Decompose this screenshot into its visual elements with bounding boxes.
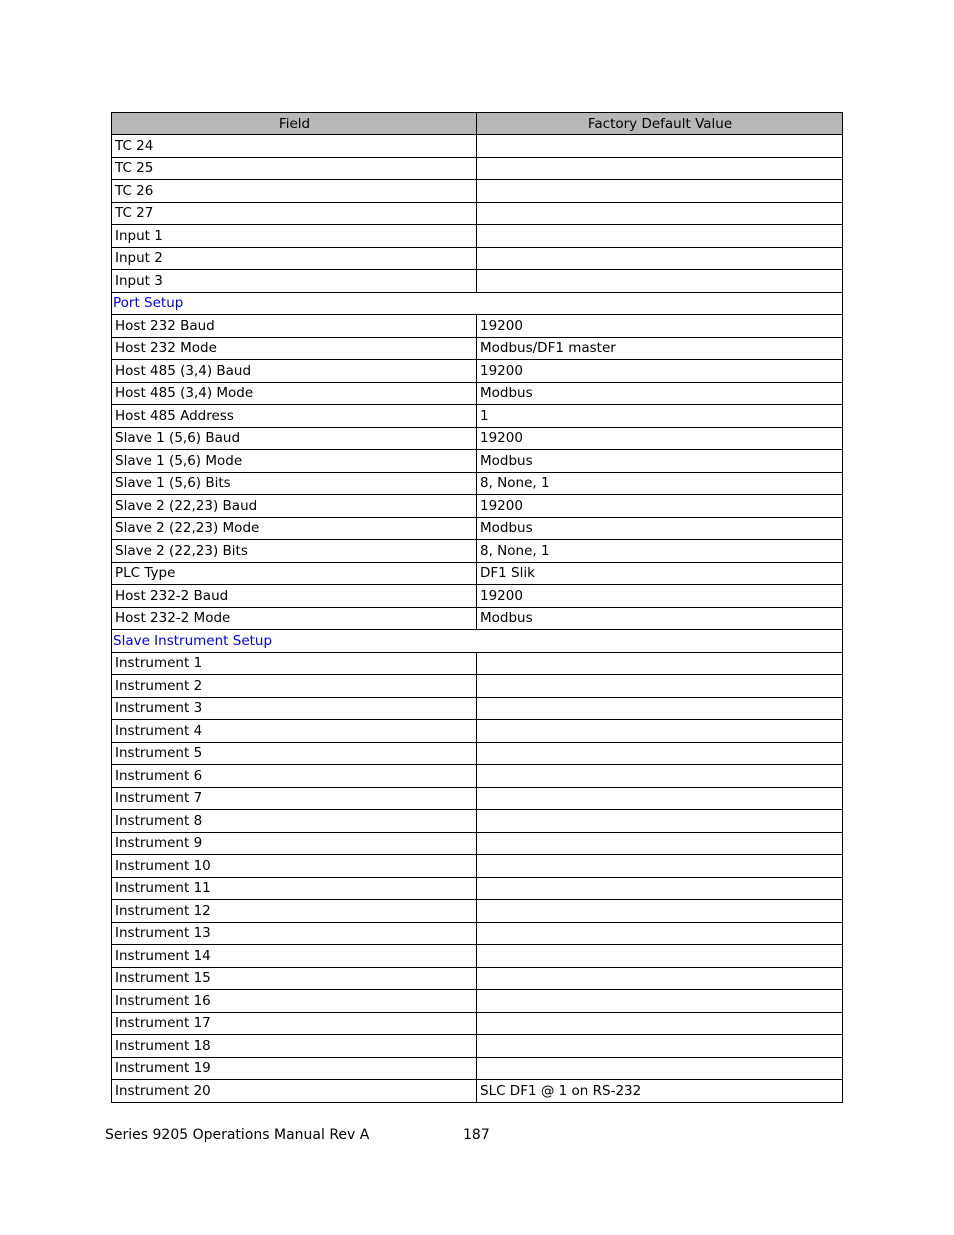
field-cell: Instrument 6 [112, 765, 477, 788]
default-value-cell [477, 135, 843, 158]
default-value-cell [477, 810, 843, 833]
table-row [112, 405, 843, 428]
table-row [112, 855, 843, 878]
field-cell: Host 232-2 Mode [112, 607, 477, 630]
table-row [112, 697, 843, 720]
table-row [112, 1035, 843, 1058]
field-cell: Instrument 4 [112, 720, 477, 743]
default-value-cell [477, 1035, 843, 1058]
field-cell: Instrument 5 [112, 742, 477, 765]
table-row [112, 382, 843, 405]
field-cell: Host 485 (3,4) Baud [112, 360, 477, 383]
section-row [112, 630, 843, 653]
field-cell: Instrument 8 [112, 810, 477, 833]
table-row [112, 337, 843, 360]
table-row [112, 787, 843, 810]
default-value-cell: 19200 [477, 315, 843, 338]
field-cell: Instrument 14 [112, 945, 477, 968]
default-value-cell [477, 855, 843, 878]
default-value-cell [477, 877, 843, 900]
default-value-cell [477, 922, 843, 945]
field-cell: Input 1 [112, 225, 477, 248]
table-row [112, 832, 843, 855]
field-cell: Host 232 Baud [112, 315, 477, 338]
field-cell: Instrument 17 [112, 1012, 477, 1035]
default-value-cell: Modbus [477, 450, 843, 473]
field-cell: Instrument 19 [112, 1057, 477, 1080]
default-value-cell [477, 945, 843, 968]
default-value-cell: 8, None, 1 [477, 540, 843, 563]
field-cell: Slave 2 (22,23) Baud [112, 495, 477, 518]
default-value-cell [477, 900, 843, 923]
field-cell: Slave 1 (5,6) Bits [112, 472, 477, 495]
field-cell: Input 2 [112, 247, 477, 270]
default-value-cell: 19200 [477, 495, 843, 518]
table-row [112, 157, 843, 180]
field-cell: Instrument 10 [112, 855, 477, 878]
table-row [112, 967, 843, 990]
field-cell: Instrument 18 [112, 1035, 477, 1058]
table-row [112, 1012, 843, 1035]
table-row [112, 900, 843, 923]
table-row [112, 225, 843, 248]
default-value-cell: 1 [477, 405, 843, 428]
field-cell: PLC Type [112, 562, 477, 585]
field-cell: TC 27 [112, 202, 477, 225]
default-value-cell [477, 1012, 843, 1035]
field-cell: Host 232 Mode [112, 337, 477, 360]
table-row [112, 652, 843, 675]
default-value-cell: 19200 [477, 585, 843, 608]
default-value-cell [477, 990, 843, 1013]
field-cell: Instrument 3 [112, 697, 477, 720]
table-row [112, 495, 843, 518]
table-row [112, 427, 843, 450]
default-value-cell [477, 742, 843, 765]
default-value-cell: 19200 [477, 360, 843, 383]
section-row [112, 292, 843, 315]
field-cell: Instrument 2 [112, 675, 477, 698]
field-cell: Instrument 15 [112, 967, 477, 990]
table-row [112, 472, 843, 495]
table-row [112, 247, 843, 270]
table-row [112, 1057, 843, 1080]
field-cell: Slave 2 (22,23) Bits [112, 540, 477, 563]
table-row [112, 990, 843, 1013]
default-value-cell [477, 247, 843, 270]
default-value-cell [477, 1057, 843, 1080]
table-row [112, 450, 843, 473]
default-value-cell [477, 675, 843, 698]
table-row [112, 742, 843, 765]
footer-manual-title: Series 9205 Operations Manual Rev A [105, 1127, 370, 1143]
default-value-cell [477, 652, 843, 675]
field-cell: Slave 2 (22,23) Mode [112, 517, 477, 540]
table-row [112, 360, 843, 383]
field-cell: Instrument 20 [112, 1080, 477, 1103]
factory-defaults-table [111, 112, 843, 1103]
field-cell: Slave 1 (5,6) Mode [112, 450, 477, 473]
default-value-cell [477, 787, 843, 810]
table-row [112, 540, 843, 563]
table-body [112, 135, 843, 1103]
table-row [112, 945, 843, 968]
default-value-cell [477, 765, 843, 788]
field-cell: Host 485 (3,4) Mode [112, 382, 477, 405]
field-cell: Instrument 7 [112, 787, 477, 810]
default-value-cell: Modbus/DF1 master [477, 337, 843, 360]
section-heading: Port Setup [112, 292, 843, 315]
column-header-default-value: Factory Default Value [477, 113, 843, 135]
default-value-cell [477, 720, 843, 743]
table-row [112, 720, 843, 743]
footer-page-number: 187 [463, 1127, 490, 1143]
field-cell: Instrument 16 [112, 990, 477, 1013]
field-cell: Slave 1 (5,6) Baud [112, 427, 477, 450]
default-value-cell: SLC DF1 @ 1 on RS-232 [477, 1080, 843, 1103]
table-row [112, 585, 843, 608]
table-row [112, 180, 843, 203]
default-value-cell [477, 202, 843, 225]
table-row [112, 562, 843, 585]
field-cell: Instrument 12 [112, 900, 477, 923]
table-row [112, 765, 843, 788]
field-cell: Host 485 Address [112, 405, 477, 428]
default-value-cell [477, 697, 843, 720]
default-value-cell: Modbus [477, 607, 843, 630]
table-row [112, 315, 843, 338]
default-value-cell [477, 225, 843, 248]
default-value-cell [477, 180, 843, 203]
default-value-cell [477, 270, 843, 293]
table-row [112, 607, 843, 630]
table-row [112, 270, 843, 293]
default-value-cell: 8, None, 1 [477, 472, 843, 495]
default-value-cell [477, 832, 843, 855]
field-cell: TC 26 [112, 180, 477, 203]
default-value-cell: 19200 [477, 427, 843, 450]
default-value-cell [477, 157, 843, 180]
field-cell: TC 24 [112, 135, 477, 158]
table-header-row [112, 113, 843, 135]
default-value-cell: Modbus [477, 517, 843, 540]
default-value-cell: Modbus [477, 382, 843, 405]
field-cell: Input 3 [112, 270, 477, 293]
default-value-cell [477, 967, 843, 990]
field-cell: Instrument 9 [112, 832, 477, 855]
field-cell: TC 25 [112, 157, 477, 180]
table-row [112, 675, 843, 698]
default-value-cell: DF1 Slik [477, 562, 843, 585]
section-heading: Slave Instrument Setup [112, 630, 843, 653]
table-row [112, 877, 843, 900]
column-header-field: Field [112, 113, 477, 135]
table-row [112, 1080, 843, 1103]
field-cell: Instrument 1 [112, 652, 477, 675]
table-row [112, 202, 843, 225]
table-row [112, 135, 843, 158]
table-row [112, 517, 843, 540]
table-row [112, 810, 843, 833]
field-cell: Host 232-2 Baud [112, 585, 477, 608]
field-cell: Instrument 11 [112, 877, 477, 900]
table-row [112, 922, 843, 945]
field-cell: Instrument 13 [112, 922, 477, 945]
